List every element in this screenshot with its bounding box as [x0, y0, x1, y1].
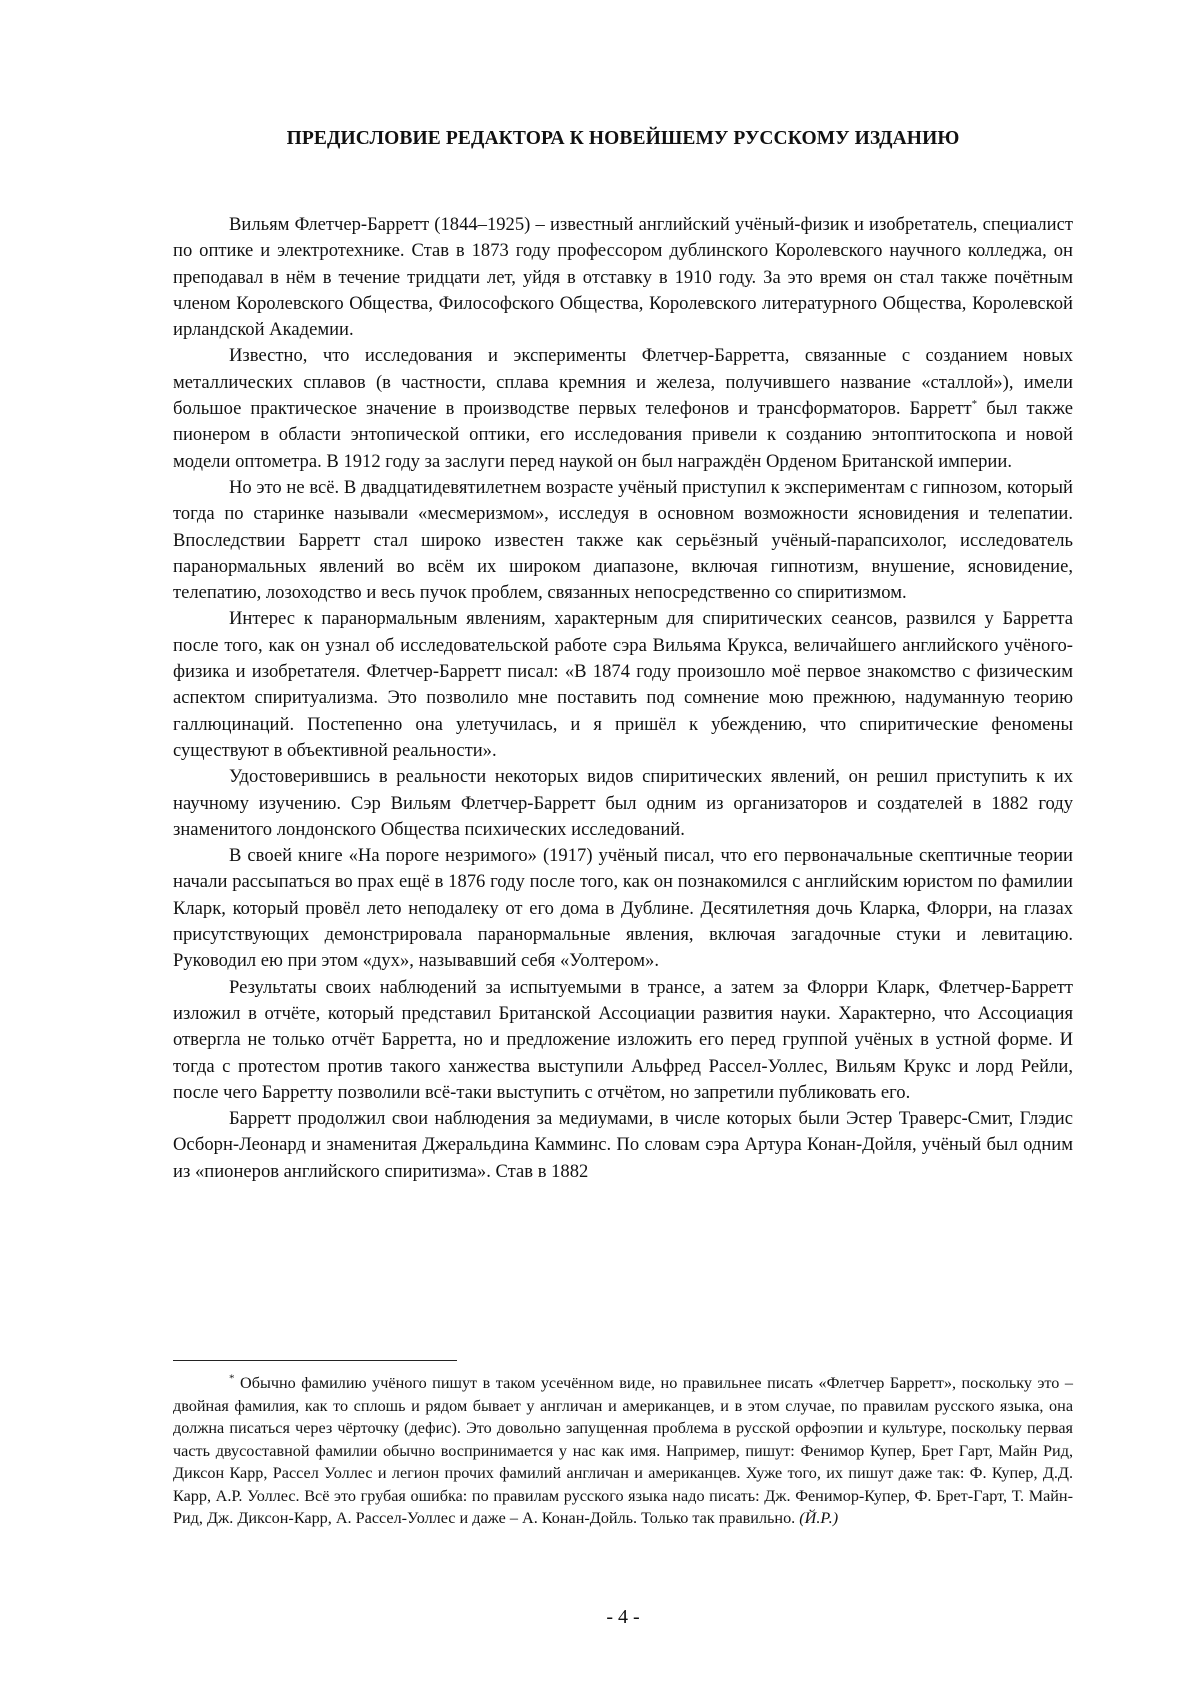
footnote-text: Обычно фамилию учёного пишут в таком усечённом виде, но правильнее писать «Флетчер Барретт», поскольку это – двойная фамилия, как то сплошь и рядом бывает у англичан и американцев, и в этом случае, по правилам русского языка, она должна писаться через чёрточку (дефис). Это довольно запущенная проблема в русской орфоэпии и культуре, поскольку первая часть двусоставной фамилии обычно воспринимается у нас как имя. Например, пишут: Фенимор Купер, Брет Гарт, Майн Рид, Диксон Карр, Рассел Уоллес и легион прочих фамилий англичан и американцев. Хуже того, их пишут даже так: Ф. Купер, Д.Д. Карр, А.Р. Уоллес. Всё это грубая ошибка: по правилам русского языка надо писать: Дж. Фенимор-Купер, Ф. Брет-Гарт, Т. Майн-Рид, Дж. Диксон-Карр, А. Рассел-Уоллес и даже – А. Конан-Дойль. Только так правильно. [173, 1374, 1073, 1527]
paragraph-3: Но это не всё. В двадцатидевятилетнем возрасте учёный приступил к экспериментам с гипнозом, который тогда по старинке называли «месмеризмом», исследуя в основном возможности ясновидения и телепатии. Впоследствии Барретт стал широко известен также как серьёзный учёный-парапсихолог, исследователь паранормальных явлений во всём их широком диапазоне, включая гипнотизм, внушение, ясновидение, телепатию, лозоходство и весь пучок проблем, связанных непосредственно со спиритизмом. [173, 476, 1073, 604]
paragraph-7: Результаты своих наблюдений за испытуемыми в трансе, а затем за Флорри Кларк, Флетчер-Барретт изложил в отчёте, который представил Британской Ассоциации развития науки. Характерно, что Ассоциация отвергла не только отчёт Барретта, но и предложение изложить его перед группой учёных в устной форме. И тогда с протестом против такого ханжества выступили Альфред Рассел-Уоллес, Вильям Крукс и лорд Рейли, после чего Барретту позволили всё-таки выступить с отчётом, но запретили публиковать его. [173, 976, 1073, 1103]
page-number: - 4 - [606, 1606, 640, 1628]
footnote-text-line [173, 1372, 1073, 1530]
footnote-marker-ref: * [229, 1372, 235, 1385]
footnote-marker: * [971, 397, 978, 410]
footnote-divider [173, 1360, 457, 1361]
paragraph-1: Вильям Флетчер-Барретт (1844–1925) – известный английский учёный-физик и изобретатель, специалист по оптике и электротехнике. Став в 1873 году профессором дублинского Королевского научного колледжа, он преподавал в нём в течение тридцати лет, уйдя в отставку в 1910 году. За это время он стал также почётным членом Королевского Общества, Философского Общества, Королевского литературного Общества, Королевской ирландской Академии. [173, 214, 1073, 341]
paragraph-8: Барретт продолжил свои наблюдения за медиумами, в числе которых были Эстер Траверс-Смит, Глэдис Осборн-Леонард и знаменитая Джеральдина Камминс. По словам сэра Артура Конан-Дойля, учёный был одним из «пионеров английского спиритизма». Став в 1882 [173, 1108, 1073, 1182]
paragraph-2-part-a: Известно, что исследования и эксперименты Флетчер-Барретта, связанные с созданием новых металлических сплавов (в частности, сплава кремния и железа, получившего название «сталлой»), имели большое практическое значение в производстве первых телефонов и трансформаторов. Барретт [173, 345, 1073, 420]
paragraph-2 [173, 343, 1073, 474]
paragraph-2-part-b: был также пионером в области энтопической оптики, его исследования привели к созданию энтоптитоскопа и новой модели оптометра. В 1912 году за заслуги перед наукой он был награждён Орденом Британской империи. [173, 398, 1074, 472]
paragraph-6: В своей книге «На пороге незримого» (1917) учёный писал, что его первоначальные скептичные теории начали рассыпаться во прах ещё в 1876 году после того, как он познакомился с английским юристом по фамилии Кларк, который провёл лето неподалеку от его дома в Дублине. Десятилетняя дочь Кларка, Флорри, на глазах присутствующих демонстрировала паранормальные явления, включая загадочные стуки и левитацию. Руководил ею при этом «дух», называвший себя «Уолтером». [173, 845, 1073, 972]
paragraph-4: Интерес к паранормальным явлениям, характерным для спиритических сеансов, развился у Барретта после того, как он узнал об исследовательской работе сэра Вильяма Крукса, величайшего английского учёного-физика и изобретателя. Флетчер-Барретт писал: «В 1874 году произошло моё первое знакомство с физическим аспектом спиритуализма. Это позволило мне поставить под сомнение мою прежнюю, надуманную теорию галлюцинаций. Постепенно она улетучилась, и я пришёл к убеждению, что спиритические феномены существуют в объективной реальности». [173, 608, 1073, 761]
footnote [173, 1372, 1073, 1530]
body-text [173, 212, 1073, 1185]
paragraph-5: Удостоверившись в реальности некоторых видов спиритических явлений, он решил приступить к их научному изучению. Сэр Вильям Флетчер-Барретт был одним из организаторов и создателей в 1882 году знаменитого лондонского Общества психических исследований. [173, 766, 1073, 840]
page-title: ПРЕДИСЛОВИЕ РЕДАКТОРА К НОВЕЙШЕМУ РУССКОМУ ИЗДАНИЮ [286, 128, 960, 149]
document-page [173, 0, 1073, 1698]
footnote-signature: (Й.Р.) [799, 1509, 839, 1527]
